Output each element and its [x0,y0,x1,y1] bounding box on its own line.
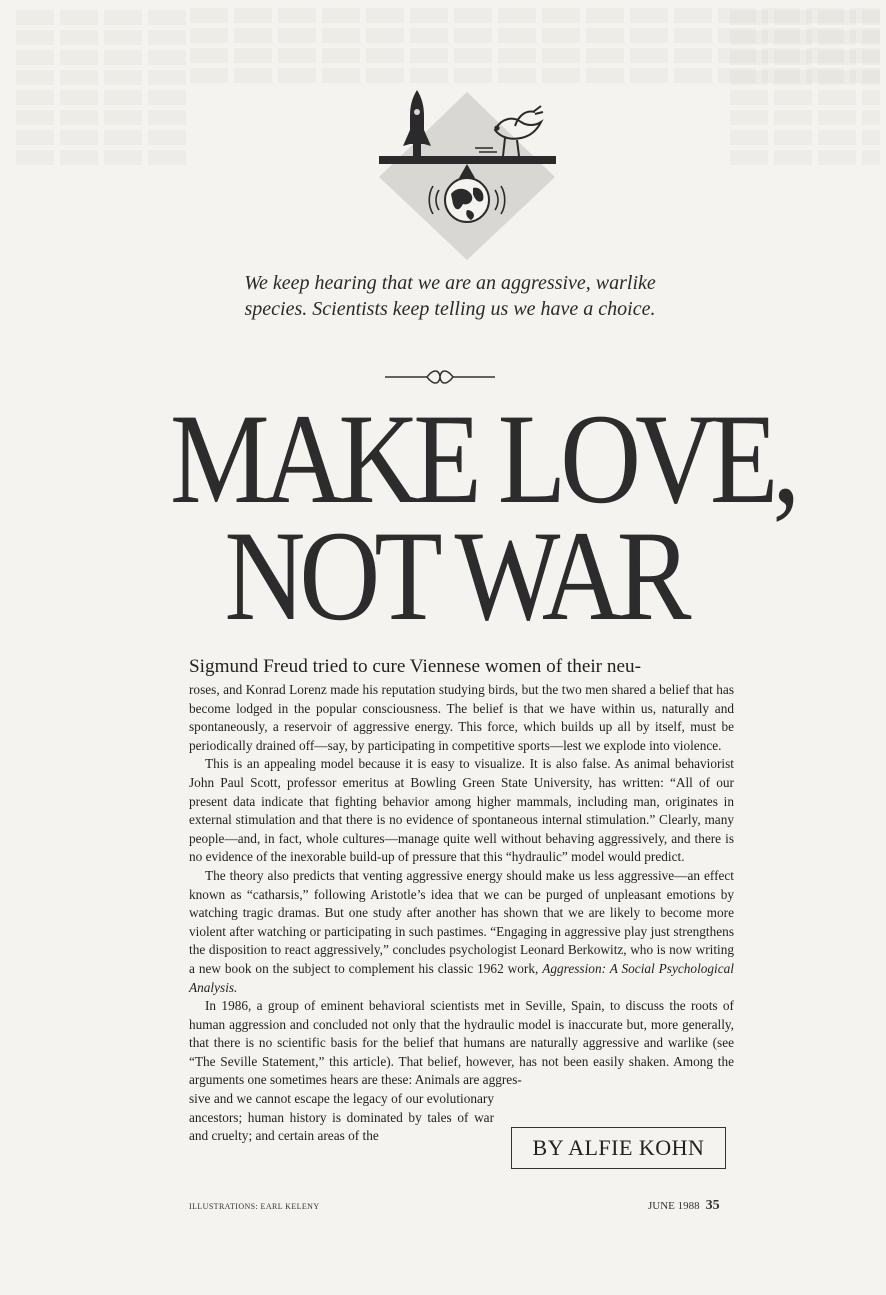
article-deck: We keep hearing that we are an aggressive, warlike species. Scientists keep telling us we have a choice. [244,272,656,320]
article-body [189,681,734,1146]
folio [648,1198,720,1214]
globe-icon [445,178,489,222]
seesaw-beam [379,156,556,164]
book-title: Aggression: A Social Psychological Analysis. [189,960,735,995]
lead-line: Sigmund Freud tried to cure Viennese women of their neu- [189,656,641,677]
bleed-through-right-column [730,10,880,1190]
paragraph: This is an appealing model because it is easy to visualize. It is also false. As animal behaviorist John Paul Scott, professor emeritus at Bowling Green State University, has written: “All of our present data indicate that fighting behavior among higher mammals, including man, originates in external stimulation and that there is no evidence of spontaneous internal stimulation.” Clearly, many people—and, in fact, whole cultures—manage quite well without behaving aggressively, and there is no evidence of the inexorable build-up of pressure that this “hydraulic” model would predict. [189,756,734,865]
issue-date: JUNE 1988 [648,1200,700,1212]
paragraph [189,867,734,997]
illustration-credit: ILLUSTRATIONS: EARL KELENY [189,1202,320,1211]
paragraph: In 1986, a group of eminent behavioral scientists met in Seville, Spain, to discuss the roots of human aggression and concluded not only that the hydraulic model is inaccurate but, more generally, that there is no scientific basis for the belief that humans are naturally aggressive and warlike (see “The Seville Statement,” this article). That belief, however, has not been easily shaken. Among the arguments one sometimes hears are these: Animals are aggres- [189,998,734,1088]
paragraph-text: The theory also predicts that venting aggressive energy should make us less aggressive—an effect known as “catharsis,” following Aristotle’s idea that we can be purged of unpleasant emotions by watching tragic dramas. But one study after another has shown that we are likely to become more violent after watching or participating in such pastimes. “Engaging in aggressive play just strengthens the disposition to react aggressively,” concludes psychologist Leonard Berkowitz, who is now writing a new book on the subject to complement his classic 1962 work, [189,867,734,976]
headline-line-1: MAKE LOVE, [170,388,795,531]
bleed-through-left-column [16,10,186,1190]
page-number: 35 [705,1198,720,1213]
byline-box: BY ALFIE KOHN [511,1127,726,1169]
headline-line-2: NOT WAR [224,505,686,648]
paragraph: sive and we cannot escape the legacy of our evolutionary ancestors; human history is dominated by tales of war and cruelty; and certain areas of the [189,1091,494,1144]
ornament-divider-icon [385,366,495,388]
paragraph: roses, and Konrad Lorenz made his reputation studying birds, but the two men shared a belief that has become lodged in the popular consciousness. The belief is that we have within us, naturally and spontaneously, a reservoir of aggressive energy. This force, which builds up all by itself, must be periodically drained off—say, by participating in competitive sports—lest we explode into violence. [189,682,734,753]
rocket-dove-globe-illustration [375,82,560,262]
